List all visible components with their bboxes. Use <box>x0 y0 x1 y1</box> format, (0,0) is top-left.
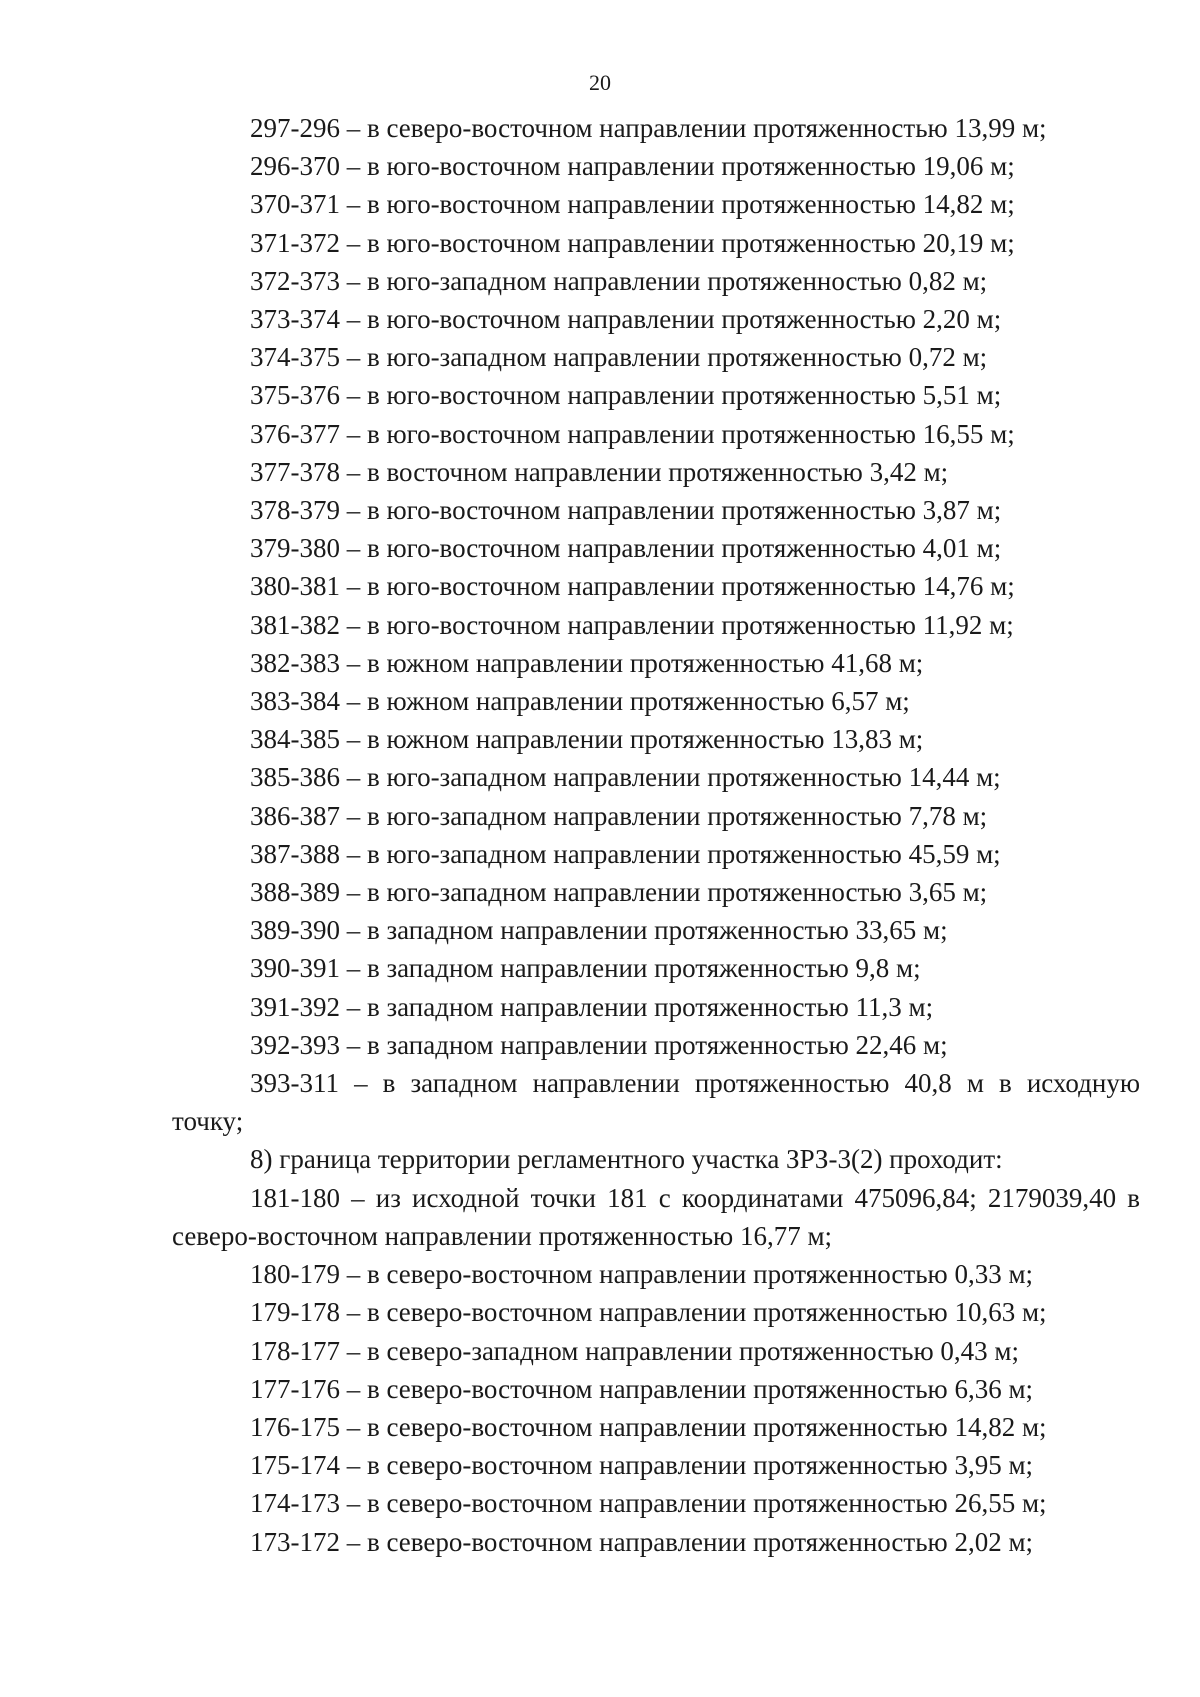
segment-line: 390-391 – в западном направлении протяженностью 9,8 м; <box>250 953 921 984</box>
segment-line: 380-381 – в юго-восточном направлении протяженностью 14,76 м; <box>250 571 1015 602</box>
segment-paragraph-393-311: 393-311 – в западном направлении протяженностью 40,8 м в исходную точку; <box>172 1068 1140 1137</box>
segment-line: 174-173 – в северо-восточном направлении протяженностью 26,55 м; <box>250 1488 1047 1519</box>
segment-line: 386-387 – в юго-западном направлении протяженностью 7,78 м; <box>250 800 988 831</box>
segment-line: 173-172 – в северо-восточном направлении протяженностью 2,02 м; <box>250 1526 1034 1557</box>
segment-line: 377-378 – в восточном направлении протяженностью 3,42 м; <box>250 456 949 487</box>
segment-line: 385-386 – в юго-западном направлении протяженностью 14,44 м; <box>250 762 1001 793</box>
segment-line: 179-178 – в северо-восточном направлении протяженностью 10,63 м; <box>250 1297 1047 1328</box>
segment-line: 180-179 – в северо-восточном направлении протяженностью 0,33 м; <box>250 1259 1034 1290</box>
segment-line: 375-376 – в юго-восточном направлении протяженностью 5,51 м; <box>250 380 1002 411</box>
segment-line: 381-382 – в юго-восточном направлении протяженностью 11,92 м; <box>250 609 1014 640</box>
document-body <box>172 109 1140 1561</box>
segment-line: 372-373 – в юго-западном направлении протяженностью 0,82 м; <box>250 265 988 296</box>
segment-line: 296-370 – в юго-восточном направлении протяженностью 19,06 м; <box>250 151 1015 182</box>
segment-line: 387-388 – в юго-западном направлении протяженностью 45,59 м; <box>250 838 1001 869</box>
segment-line: 373-374 – в юго-восточном направлении протяженностью 2,20 м; <box>250 304 1002 335</box>
segment-line: 374-375 – в юго-западном направлении протяженностью 0,72 м; <box>250 342 988 373</box>
segment-line: 178-177 – в северо-западном направлении протяженностью 0,43 м; <box>250 1335 1019 1366</box>
segment-line: 376-377 – в юго-восточном направлении протяженностью 16,55 м; <box>250 418 1015 449</box>
segment-line: 383-384 – в южном направлении протяженностью 6,57 м; <box>250 686 910 717</box>
segment-line: 175-174 – в северо-восточном направлении протяженностью 3,95 м; <box>250 1450 1034 1481</box>
segment-line: 392-393 – в западном направлении протяженностью 22,46 м; <box>250 1029 948 1060</box>
section-8-heading: 8) граница территории регламентного участка ЗРЗ-3(2) проходит: <box>250 1144 1003 1175</box>
segment-line: 384-385 – в южном направлении протяженностью 13,83 м; <box>250 724 924 755</box>
segment-line: 382-383 – в южном направлении протяженностью 41,68 м; <box>250 647 924 678</box>
segment-line: 388-389 – в юго-западном направлении протяженностью 3,65 м; <box>250 877 988 908</box>
segment-line: 371-372 – в юго-восточном направлении протяженностью 20,19 м; <box>250 227 1015 258</box>
segment-line: 176-175 – в северо-восточном направлении протяженностью 14,82 м; <box>250 1411 1047 1442</box>
page-number: 20 <box>589 70 611 95</box>
segment-paragraph-181-180: 181-180 – из исходной точки 181 с координатами 475096,84; 2179039,40 в северо-восточном направлении протяженностью 16,77 м; <box>172 1182 1140 1251</box>
segment-line: 297-296 – в северо-восточном направлении протяженностью 13,99 м; <box>250 113 1047 143</box>
segment-line: 389-390 – в западном направлении протяженностью 33,65 м; <box>250 915 948 946</box>
segment-line: 370-371 – в юго-восточном направлении протяженностью 14,82 м; <box>250 189 1015 220</box>
segment-line: 378-379 – в юго-восточном направлении протяженностью 3,87 м; <box>250 495 1002 526</box>
segment-line: 379-380 – в юго-восточном направлении протяженностью 4,01 м; <box>250 533 1002 564</box>
segment-line: 177-176 – в северо-восточном направлении протяженностью 6,36 м; <box>250 1373 1034 1404</box>
segment-line: 391-392 – в западном направлении протяженностью 11,3 м; <box>250 991 934 1022</box>
